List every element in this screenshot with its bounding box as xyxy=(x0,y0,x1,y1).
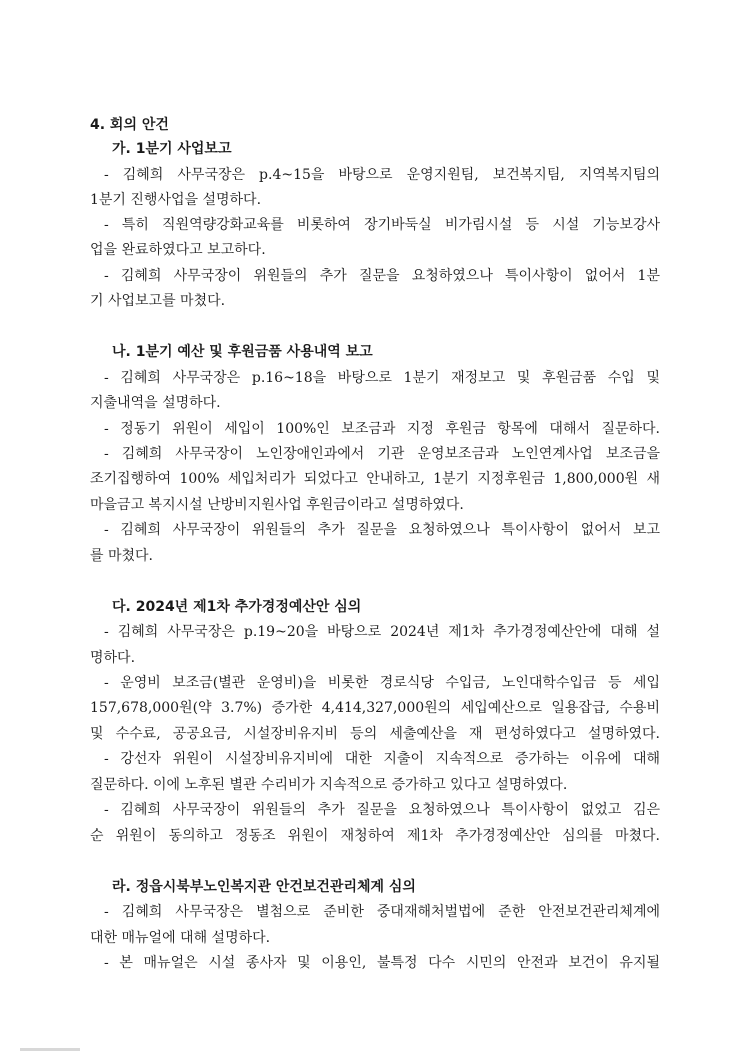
paragraph-line: 및 수수료, 공공요금, 시설장비유지비 등의 세출예산을 재 편성하였다고 설명하였다. xyxy=(90,726,660,742)
paragraph-line: 순 위원이 동의하고 정동조 위원이 재청하여 제1차 추가경정예산안 심의를 마쳤다. xyxy=(90,828,660,844)
paragraph-line: - 운영비 보조금(별관 운영비)을 비롯한 경로식당 수입금, 노인대학수입금 등 세입 xyxy=(104,675,660,691)
paragraph-line: - 본 매뉴얼은 시설 종사자 및 이용인, 불특정 다수 시민의 안전과 보건이 유지될 xyxy=(104,955,660,971)
section-heading-na: 나. 1분기 예산 및 후원금품 사용내역 보고 xyxy=(112,344,373,360)
paragraph-line: - 김혜희 사무국장은 p.16~18을 바탕으로 1분기 재정보고 및 후원금품 수입 및 xyxy=(104,370,660,386)
paragraph-line: 1분기 진행사업을 설명하다. xyxy=(90,192,262,208)
section-heading-da: 다. 2024년 제1차 추가경정예산안 심의 xyxy=(112,599,362,615)
paragraph-line: 157,678,000원(약 3.7%) 증가한 4,414,327,000원의 세입예산으로 일용잡급, 수용비 xyxy=(90,700,660,716)
section-title: 4. 회의 안건 xyxy=(90,117,169,133)
paragraph-line: - 김혜희 사무국장은 별첨으로 준비한 중대재해처벌법에 준한 안전보건관리체계에 xyxy=(104,904,660,920)
paragraph-line: 대한 매뉴얼에 대해 설명하다. xyxy=(90,930,271,946)
paragraph-line: 기 사업보고를 마쳤다. xyxy=(90,293,226,309)
paragraph-line: - 김혜희 사무국장이 노인장애인과에서 기관 운영보조금과 노인연계사업 보조금을 xyxy=(104,446,660,462)
paragraph-line: 마을금고 복지시설 난방비지원사업 후원금이라고 설명하였다. xyxy=(90,497,464,513)
paragraph-line: - 김혜희 사무국장은 p.4~15을 바탕으로 운영지원팀, 보건복지팀, 지역복지팀의 xyxy=(104,167,660,183)
paragraph-line: - 특히 직원역량강화교육를 비롯하여 장기바둑실 비가림시설 등 시설 기능보강사 xyxy=(104,217,660,233)
paragraph-line: - 정동기 위원이 세입이 100%인 보조금과 지정 후원금 항목에 대해서 질문하다. xyxy=(104,421,660,437)
paragraph-line: 조기집행하여 100% 세입처리가 되었다고 안내하고, 1분기 지정후원금 1,800,000원 새 xyxy=(90,471,660,487)
paragraph-line: - 강선자 위원이 시설장비유지비에 대한 지출이 지속적으로 증가하는 이유에 대해 xyxy=(104,751,660,767)
paragraph-line: 질문하다. 이에 노후된 별관 수리비가 지속적으로 증가하고 있다고 설명하였다. xyxy=(90,777,568,793)
paragraph-line: 를 마쳤다. xyxy=(90,548,153,564)
section-heading-ga: 가. 1분기 사업보고 xyxy=(112,141,232,157)
paragraph-line: 명하다. xyxy=(90,650,136,666)
paragraph-line: - 김혜희 사무국장은 p.19~20을 바탕으로 2024년 제1차 추가경정예산안에 대해 설 xyxy=(104,624,660,640)
paragraph-line: - 김혜희 사무국장이 위원들의 추가 질문을 요청하였으나 특이사항이 없었고 김은 xyxy=(104,802,660,818)
paragraph-line: - 김혜희 사무국장이 위원들의 추가 질문을 요청하였으나 특이사항이 없어서 1분 xyxy=(104,268,660,284)
paragraph-line: 지출내역을 설명하다. xyxy=(90,395,221,411)
paragraph-line: 업을 완료하였다고 보고하다. xyxy=(90,242,266,258)
page-edge-mark xyxy=(20,1048,80,1051)
section-heading-ra: 라. 정읍시북부노인복지관 안건보건관리체계 심의 xyxy=(112,879,416,895)
paragraph-line: - 김혜희 사무국장이 위원들의 추가 질문을 요청하였으나 특이사항이 없어서 보고 xyxy=(104,522,660,538)
